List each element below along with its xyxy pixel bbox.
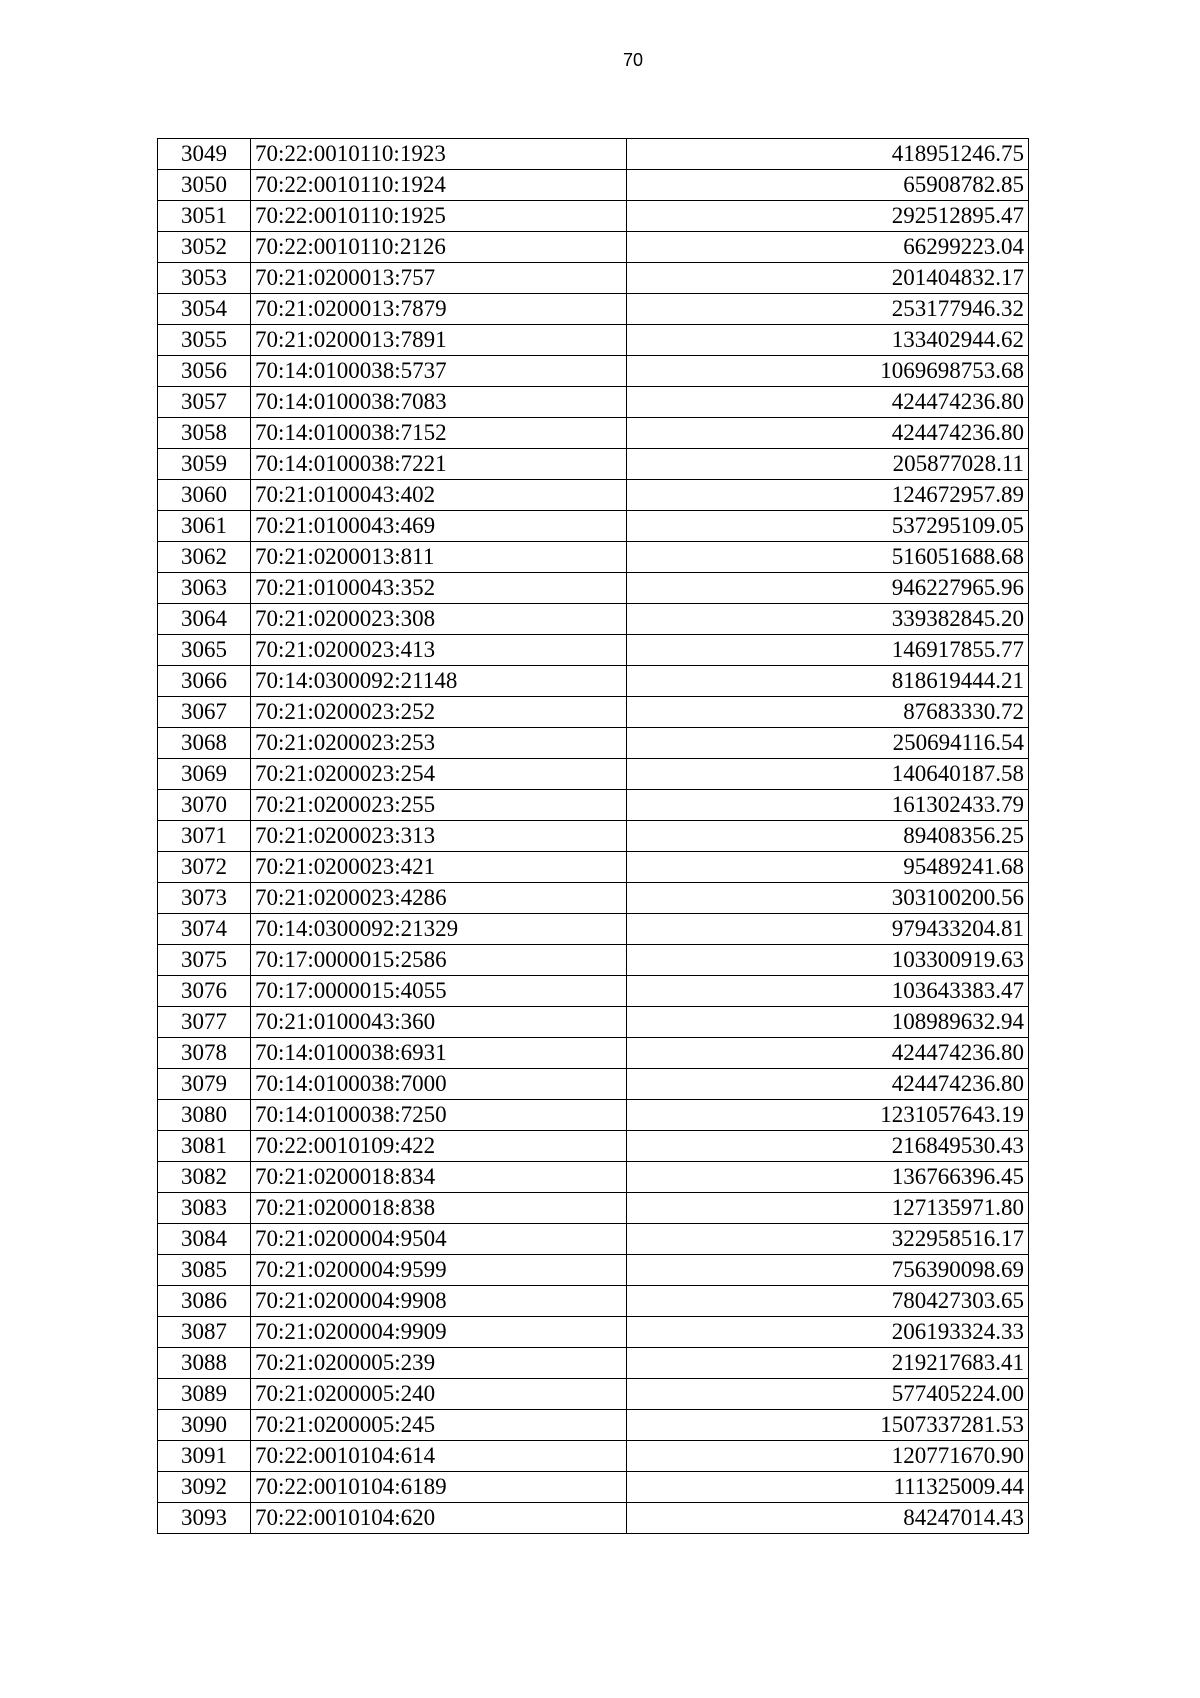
row-number-cell: 3063 [158,573,251,604]
table-row [158,1379,1029,1410]
cadastral-number-cell: 70:14:0100038:6931 [251,1038,627,1069]
cadastral-value-cell: 87683330.72 [627,697,1029,728]
cadastral-value-cell: 103643383.47 [627,976,1029,1007]
row-number-cell: 3053 [158,263,251,294]
row-number-cell: 3093 [158,1503,251,1534]
table-row [158,356,1029,387]
row-number-cell: 3072 [158,852,251,883]
table-row [158,1410,1029,1441]
table-row [158,542,1029,573]
table-row [158,1441,1029,1472]
cadastral-value-cell: 516051688.68 [627,542,1029,573]
cadastral-value-cell: 818619444.21 [627,666,1029,697]
cadastral-value-cell: 84247014.43 [627,1503,1029,1534]
cadastral-number-cell: 70:21:0200004:9599 [251,1255,627,1286]
row-number-cell: 3091 [158,1441,251,1472]
cadastral-value-cell: 120771670.90 [627,1441,1029,1472]
cadastral-value-cell: 1069698753.68 [627,356,1029,387]
cadastral-value-cell: 537295109.05 [627,511,1029,542]
row-number-cell: 3074 [158,914,251,945]
table-row [158,914,1029,945]
table-row [158,728,1029,759]
cadastral-value-cell: 95489241.68 [627,852,1029,883]
table-row [158,325,1029,356]
cadastral-value-cell: 140640187.58 [627,759,1029,790]
row-number-cell: 3081 [158,1131,251,1162]
row-number-cell: 3085 [158,1255,251,1286]
cadastral-value-cell: 136766396.45 [627,1162,1029,1193]
table-row [158,790,1029,821]
cadastral-value-cell: 424474236.80 [627,1038,1029,1069]
table-row [158,697,1029,728]
cadastral-number-cell: 70:21:0200023:421 [251,852,627,883]
row-number-cell: 3068 [158,728,251,759]
row-number-cell: 3057 [158,387,251,418]
cadastral-number-cell: 70:21:0200023:252 [251,697,627,728]
row-number-cell: 3060 [158,480,251,511]
table-row [158,945,1029,976]
row-number-cell: 3066 [158,666,251,697]
cadastral-value-cell: 303100200.56 [627,883,1029,914]
table-row [158,1193,1029,1224]
cadastral-number-cell: 70:21:0200023:308 [251,604,627,635]
cadastral-value-cell: 111325009.44 [627,1472,1029,1503]
row-number-cell: 3059 [158,449,251,480]
cadastral-number-cell: 70:21:0200004:9504 [251,1224,627,1255]
cadastral-number-cell: 70:21:0200005:240 [251,1379,627,1410]
row-number-cell: 3070 [158,790,251,821]
cadastral-value-cell: 89408356.25 [627,821,1029,852]
row-number-cell: 3075 [158,945,251,976]
cadastral-value-cell: 133402944.62 [627,325,1029,356]
row-number-cell: 3067 [158,697,251,728]
row-number-cell: 3090 [158,1410,251,1441]
row-number-cell: 3079 [158,1069,251,1100]
row-number-cell: 3080 [158,1100,251,1131]
cadastral-number-cell: 70:14:0100038:7152 [251,418,627,449]
row-number-cell: 3073 [158,883,251,914]
cadastral-value-cell: 146917855.77 [627,635,1029,666]
cadastral-number-cell: 70:14:0300092:21148 [251,666,627,697]
table-row [158,666,1029,697]
cadastral-value-cell: 206193324.33 [627,1317,1029,1348]
cadastral-value-cell: 201404832.17 [627,263,1029,294]
cadastral-number-cell: 70:21:0200023:4286 [251,883,627,914]
row-number-cell: 3092 [158,1472,251,1503]
table-row [158,139,1029,170]
cadastral-number-cell: 70:14:0100038:5737 [251,356,627,387]
table-row [158,1472,1029,1503]
row-number-cell: 3069 [158,759,251,790]
cadastral-number-cell: 70:22:0010104:620 [251,1503,627,1534]
cadastral-value-cell: 424474236.80 [627,418,1029,449]
cadastral-value-cell: 292512895.47 [627,201,1029,232]
row-number-cell: 3078 [158,1038,251,1069]
table-row [158,449,1029,480]
row-number-cell: 3058 [158,418,251,449]
cadastral-number-cell: 70:21:0200023:253 [251,728,627,759]
cadastral-number-cell: 70:21:0200023:313 [251,821,627,852]
table-row [158,1286,1029,1317]
cadastral-value-cell: 424474236.80 [627,387,1029,418]
row-number-cell: 3064 [158,604,251,635]
row-number-cell: 3084 [158,1224,251,1255]
cadastral-value-cell: 108989632.94 [627,1007,1029,1038]
cadastral-number-cell: 70:21:0100043:360 [251,1007,627,1038]
row-number-cell: 3088 [158,1348,251,1379]
cadastral-value-table [157,138,1029,1534]
cadastral-number-cell: 70:21:0200013:7891 [251,325,627,356]
cadastral-number-cell: 70:17:0000015:4055 [251,976,627,1007]
table-row [158,1255,1029,1286]
cadastral-value-cell: 219217683.41 [627,1348,1029,1379]
row-number-cell: 3086 [158,1286,251,1317]
table-row [158,852,1029,883]
row-number-cell: 3089 [158,1379,251,1410]
table-row [158,263,1029,294]
cadastral-number-cell: 70:22:0010109:422 [251,1131,627,1162]
row-number-cell: 3051 [158,201,251,232]
cadastral-number-cell: 70:21:0100043:402 [251,480,627,511]
table-row [158,573,1029,604]
cadastral-value-cell: 1231057643.19 [627,1100,1029,1131]
cadastral-number-cell: 70:21:0200023:255 [251,790,627,821]
row-number-cell: 3087 [158,1317,251,1348]
row-number-cell: 3054 [158,294,251,325]
cadastral-value-cell: 161302433.79 [627,790,1029,821]
cadastral-number-cell: 70:17:0000015:2586 [251,945,627,976]
cadastral-value-cell: 127135971.80 [627,1193,1029,1224]
cadastral-number-cell: 70:22:0010104:614 [251,1441,627,1472]
table-row [158,821,1029,852]
cadastral-value-cell: 577405224.00 [627,1379,1029,1410]
cadastral-number-cell: 70:22:0010110:2126 [251,232,627,263]
row-number-cell: 3049 [158,139,251,170]
cadastral-number-cell: 70:21:0200005:239 [251,1348,627,1379]
table-row [158,976,1029,1007]
table-row [158,232,1029,263]
row-number-cell: 3061 [158,511,251,542]
table-row [158,604,1029,635]
table-row [158,480,1029,511]
table-row [158,1100,1029,1131]
table-row [158,1348,1029,1379]
table-row [158,418,1029,449]
cadastral-value-cell: 103300919.63 [627,945,1029,976]
table-row [158,883,1029,914]
cadastral-number-cell: 70:21:0100043:469 [251,511,627,542]
cadastral-number-cell: 70:22:0010110:1924 [251,170,627,201]
cadastral-value-cell: 979433204.81 [627,914,1029,945]
row-number-cell: 3082 [158,1162,251,1193]
cadastral-number-cell: 70:22:0010104:6189 [251,1472,627,1503]
row-number-cell: 3062 [158,542,251,573]
cadastral-number-cell: 70:21:0200018:834 [251,1162,627,1193]
cadastral-number-cell: 70:14:0100038:7000 [251,1069,627,1100]
cadastral-value-cell: 253177946.32 [627,294,1029,325]
cadastral-number-cell: 70:21:0200013:7879 [251,294,627,325]
cadastral-number-cell: 70:21:0200013:811 [251,542,627,573]
cadastral-number-cell: 70:21:0200018:838 [251,1193,627,1224]
cadastral-value-cell: 339382845.20 [627,604,1029,635]
cadastral-value-cell: 756390098.69 [627,1255,1029,1286]
cadastral-number-cell: 70:14:0100038:7221 [251,449,627,480]
table-row [158,1007,1029,1038]
table-row [158,1069,1029,1100]
cadastral-number-cell: 70:14:0100038:7250 [251,1100,627,1131]
table-row [158,759,1029,790]
cadastral-value-cell: 250694116.54 [627,728,1029,759]
cadastral-value-cell: 418951246.75 [627,139,1029,170]
row-number-cell: 3052 [158,232,251,263]
table-row [158,1317,1029,1348]
table-row [158,635,1029,666]
table-row [158,1503,1029,1534]
table-body [158,139,1029,1534]
cadastral-value-cell: 65908782.85 [627,170,1029,201]
row-number-cell: 3050 [158,170,251,201]
table-row [158,1038,1029,1069]
row-number-cell: 3076 [158,976,251,1007]
row-number-cell: 3071 [158,821,251,852]
cadastral-value-cell: 780427303.65 [627,1286,1029,1317]
table-row [158,1224,1029,1255]
cadastral-number-cell: 70:22:0010110:1925 [251,201,627,232]
cadastral-number-cell: 70:21:0200013:757 [251,263,627,294]
cadastral-value-cell: 216849530.43 [627,1131,1029,1162]
cadastral-value-cell: 424474236.80 [627,1069,1029,1100]
cadastral-number-cell: 70:21:0200004:9908 [251,1286,627,1317]
table-row [158,1162,1029,1193]
row-number-cell: 3083 [158,1193,251,1224]
cadastral-value-cell: 1507337281.53 [627,1410,1029,1441]
row-number-cell: 3077 [158,1007,251,1038]
cadastral-number-cell: 70:14:0300092:21329 [251,914,627,945]
cadastral-value-cell: 946227965.96 [627,573,1029,604]
row-number-cell: 3056 [158,356,251,387]
cadastral-number-cell: 70:22:0010110:1923 [251,139,627,170]
cadastral-value-cell: 322958516.17 [627,1224,1029,1255]
table-row [158,201,1029,232]
table-row [158,1131,1029,1162]
cadastral-value-cell: 205877028.11 [627,449,1029,480]
page-number: 70 [622,50,644,70]
cadastral-number-cell: 70:21:0200004:9909 [251,1317,627,1348]
cadastral-number-cell: 70:21:0200023:254 [251,759,627,790]
table-row [158,511,1029,542]
row-number-cell: 3065 [158,635,251,666]
row-number-cell: 3055 [158,325,251,356]
table-row [158,387,1029,418]
cadastral-number-cell: 70:14:0100038:7083 [251,387,627,418]
cadastral-number-cell: 70:21:0200023:413 [251,635,627,666]
table-row [158,170,1029,201]
cadastral-value-cell: 66299223.04 [627,232,1029,263]
cadastral-number-cell: 70:21:0100043:352 [251,573,627,604]
table-row [158,294,1029,325]
cadastral-number-cell: 70:21:0200005:245 [251,1410,627,1441]
cadastral-value-cell: 124672957.89 [627,480,1029,511]
